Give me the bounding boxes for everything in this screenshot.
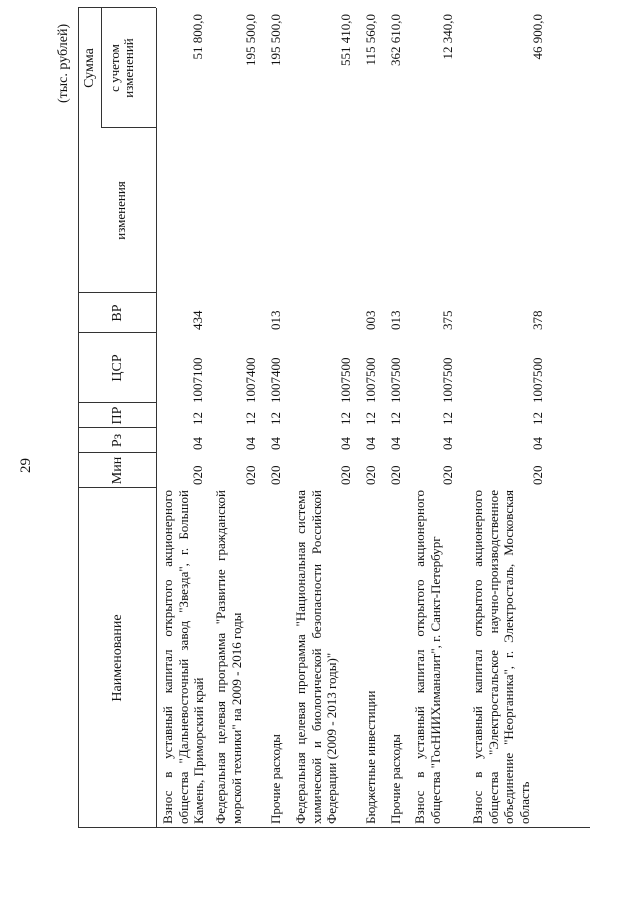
row-csr: 1007500 xyxy=(388,357,403,403)
row-csr: 1007400 xyxy=(243,357,258,403)
table-row-name: Взнос в уставный капитал открытого акционерного общества "ГосНИИХиманалит", г. Санкт-Петербург xyxy=(412,490,443,824)
header-with-changes: с учетом изменений xyxy=(107,38,136,98)
row-min: 020 xyxy=(338,465,353,485)
row-rz: 04 xyxy=(243,437,258,450)
row-pr: 12 xyxy=(268,412,283,425)
row-with-changes: 51 800,0 xyxy=(190,14,205,60)
row-csr: 1007400 xyxy=(268,357,283,403)
table-row-name: Прочие расходы xyxy=(268,734,283,824)
table-row-name: Взнос в уставный капитал открытого акционерного общества "Электростальское научно-производственное объединение "Неорганика", г. Электросталь, Московская область xyxy=(470,490,532,824)
row-pr: 12 xyxy=(338,412,353,425)
header-csr: ЦСР xyxy=(110,354,125,382)
row-rz: 04 xyxy=(530,437,545,450)
units-label: (тыс. рублей) xyxy=(56,23,71,103)
row-with-changes: 12 340,0 xyxy=(440,14,455,60)
row-pr: 12 xyxy=(363,412,378,425)
header-name: Наименование xyxy=(110,614,125,702)
header-changes: изменения xyxy=(113,181,128,240)
row-rz: 04 xyxy=(440,437,455,450)
row-csr: 1007500 xyxy=(363,357,378,403)
row-pr: 12 xyxy=(243,412,258,425)
row-with-changes: 195 500,0 xyxy=(268,14,283,66)
row-rz: 04 xyxy=(268,437,283,450)
row-with-changes: 115 560,0 xyxy=(363,14,378,66)
header-bottom-line xyxy=(156,8,157,828)
row-vr: 434 xyxy=(190,310,205,330)
table-row-name: Федеральная целевая программа "Развитие гражданской морской техники" на 2009 - 2016 годы xyxy=(213,490,244,824)
row-rz: 04 xyxy=(363,437,378,450)
page-number: 29 xyxy=(18,458,34,473)
row-vr: 013 xyxy=(388,310,403,330)
row-min: 020 xyxy=(190,465,205,485)
row-pr: 12 xyxy=(388,412,403,425)
row-with-changes: 551 410,0 xyxy=(338,14,353,66)
header-rz: Рз xyxy=(110,433,125,448)
table-row-name: Взнос в уставный капитал открытого акционерного общества "Дальневосточный завод "Звезда", г. Большой Камень, Приморский край xyxy=(160,490,206,824)
row-vr: 375 xyxy=(440,310,455,330)
row-min: 020 xyxy=(268,465,283,485)
row-with-changes: 195 500,0 xyxy=(243,14,258,66)
row-pr: 12 xyxy=(190,412,205,425)
row-pr: 12 xyxy=(530,412,545,425)
table-row-name: Прочие расходы xyxy=(388,734,403,824)
row-rz: 04 xyxy=(190,437,205,450)
header-sum: Сумма xyxy=(82,48,97,88)
header-line-sum xyxy=(101,8,102,128)
row-min: 020 xyxy=(388,465,403,485)
row-vr: 013 xyxy=(268,310,283,330)
row-vr: 003 xyxy=(363,310,378,330)
row-with-changes: 46 900,0 xyxy=(530,14,545,60)
table-row-name: Федеральная целевая программа "Национальная система химической и биологической безопасности Российской Федерации (2009 - 2013 годы)" xyxy=(293,490,339,824)
col-line-with-changes xyxy=(101,127,156,128)
row-with-changes: 362 610,0 xyxy=(388,14,403,66)
row-min: 020 xyxy=(243,465,258,485)
row-csr: 1007500 xyxy=(440,357,455,403)
table-row-name: Бюджетные инвестиции xyxy=(363,690,378,824)
row-min: 020 xyxy=(440,465,455,485)
row-min: 020 xyxy=(530,465,545,485)
table-border-left xyxy=(78,827,590,828)
row-csr: 1007100 xyxy=(190,357,205,403)
row-csr: 1007500 xyxy=(530,357,545,403)
header-pr: ПР xyxy=(110,406,125,425)
header-vr: ВР xyxy=(110,304,125,322)
row-pr: 12 xyxy=(440,412,455,425)
header-min: Мин xyxy=(110,456,125,485)
row-vr: 378 xyxy=(530,310,545,330)
table-border-top xyxy=(78,8,79,828)
row-rz: 04 xyxy=(338,437,353,450)
row-min: 020 xyxy=(363,465,378,485)
row-csr: 1007500 xyxy=(338,357,353,403)
row-rz: 04 xyxy=(388,437,403,450)
budget-table xyxy=(78,8,590,828)
